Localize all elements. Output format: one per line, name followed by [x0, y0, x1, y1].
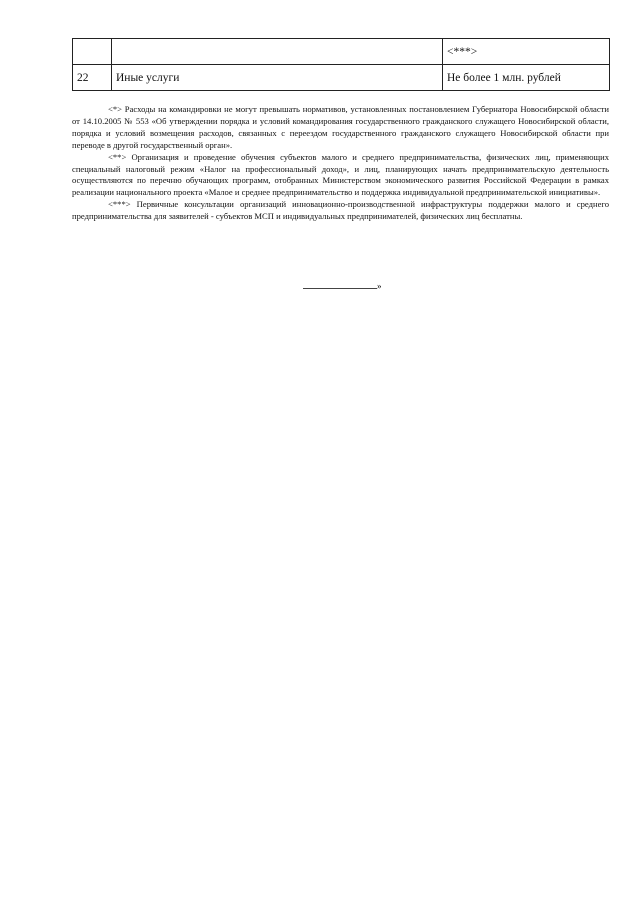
service-name-cell [112, 39, 443, 65]
table-row [73, 39, 610, 65]
row-number-cell: 22 [73, 65, 112, 91]
cost-limit-cell: Не более 1 млн. рублей [443, 65, 610, 91]
separator-line [303, 282, 377, 289]
services-table [72, 38, 610, 91]
document-page [72, 38, 609, 223]
cost-limit-cell: <***> [443, 39, 610, 65]
footnote-travel-expenses: <*> Расходы на командировки не могут превышать нормативов, установленных постановлением Губернатора Новосибирской области от 14.10.2005 № 553 «Об утверждении порядка и условий командирования государственного гражданского служащего Новосибирской области, порядка и условий возмещения расходов, связанных с переездом государственного гражданского служащего Новосибирской области при переводе в другой государственный орган». [72, 104, 609, 150]
row-number-cell [73, 39, 112, 65]
footnotes [72, 104, 609, 223]
table-row [73, 65, 610, 91]
service-name-cell: Иные услуги [112, 65, 443, 91]
closing-quote: » [377, 281, 382, 291]
footnote-training: <**> Организация и проведение обучения субъектов малого и среднего предпринимательства, физических лиц, применяющих специальный налоговый режим «Налог на профессиональный доход», и лиц, планирующих начать предпринимательскую деятельность осуществляются по перечню обучающих программ, отобранных Министерством экономического развития Российской Федерации в рамках реализации национального проекта «Малое и среднее предпринимательство и поддержка индивидуальной предпринимательской инициативы». [72, 151, 609, 198]
document-end-mark [303, 281, 385, 291]
footnote-consultations: <***> Первичные консультации организаций инновационно-производственной инфраструктуры поддержки малого и среднего предпринимательства для заявителей - субъектов МСП и индивидуальных предпринимателей, физических лиц бесплатны. [72, 199, 609, 222]
